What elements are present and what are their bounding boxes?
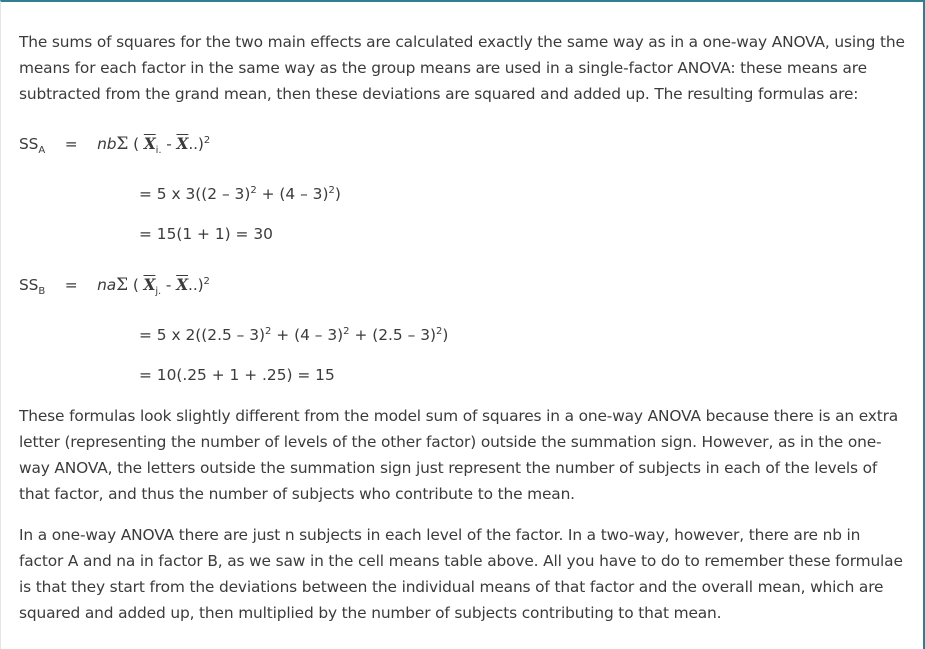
equals-sign: = [64,276,78,294]
sigma-symbol: Σ [116,275,129,295]
formula-ss-b-step-2: = 10(.25 + 1 + .25) = 15 [139,366,335,384]
factor-mean: $\overline{X}$ [143,135,156,153]
summary-paragraph: In a one-way ANOVA there are just n subjects in each level of the factor. In a two-way, however, there are nb in factor A and na in factor B, as we saw in the cell means table above. All you have to do to remember these formulae is that they start from the deviations between the individual means of that factor and the overall mean, which are squared and added up, then multiplied by the number of subjects contributing to that mean. [19,526,903,622]
factor-mean: $\overline{X}$ [143,276,156,294]
grand-mean: $\overline{X}$ [176,135,189,153]
ss-b-label: $SS_B$ [19,276,46,297]
coefficient: na [97,276,117,294]
equals-sign: = [64,135,78,153]
intro-paragraph: The sums of squares for the two main effects are calculated exactly the same way as in a one-way ANOVA, using the means for each factor in the same way as the group means are used in a single-factor ANOVA: these means are subtracted from the grand mean, then these deviations are squared and added up. The resulting formulas are: [19,33,905,103]
coefficient: nb [97,135,117,153]
formula-ss-b-step-1: = 5 x 2((2.5 – 3)$^2$ + (4 – 3)$^2$ + (2.5 – 3)$^2$) [139,326,449,344]
explanation-paragraph: These formulas look slightly different from the model sum of squares in a one-way ANOVA because there is an extra letter (representing the number of levels of the other factor) outside the summation sign. However, as in the one-way ANOVA, the letters outside the summation sign just represent the number of subjects in each of the levels of that factor, and thus the number of subjects who contribute to the mean. [19,407,899,503]
grand-mean: $\overline{X}$ [176,276,189,294]
formula-ss-a-step-2: = 15(1 + 1) = 30 [139,225,273,243]
formula-ss-a: $SS_A = nb\Sigma$ ( $\overline{X}_{i.} - \overline{X}..)^2$ [19,134,211,156]
sigma-symbol: Σ [116,134,129,154]
formula-ss-a-step-1: = 5 x 3((2 – 3)$^2$ + (4 – 3)$^2$) [139,185,341,203]
formula-ss-b: $SS_B = na\Sigma$ ( $\overline{X}_{j.} - \overline{X}..)^2$ [19,275,210,297]
ss-a-label: $SS_A$ [19,135,46,156]
